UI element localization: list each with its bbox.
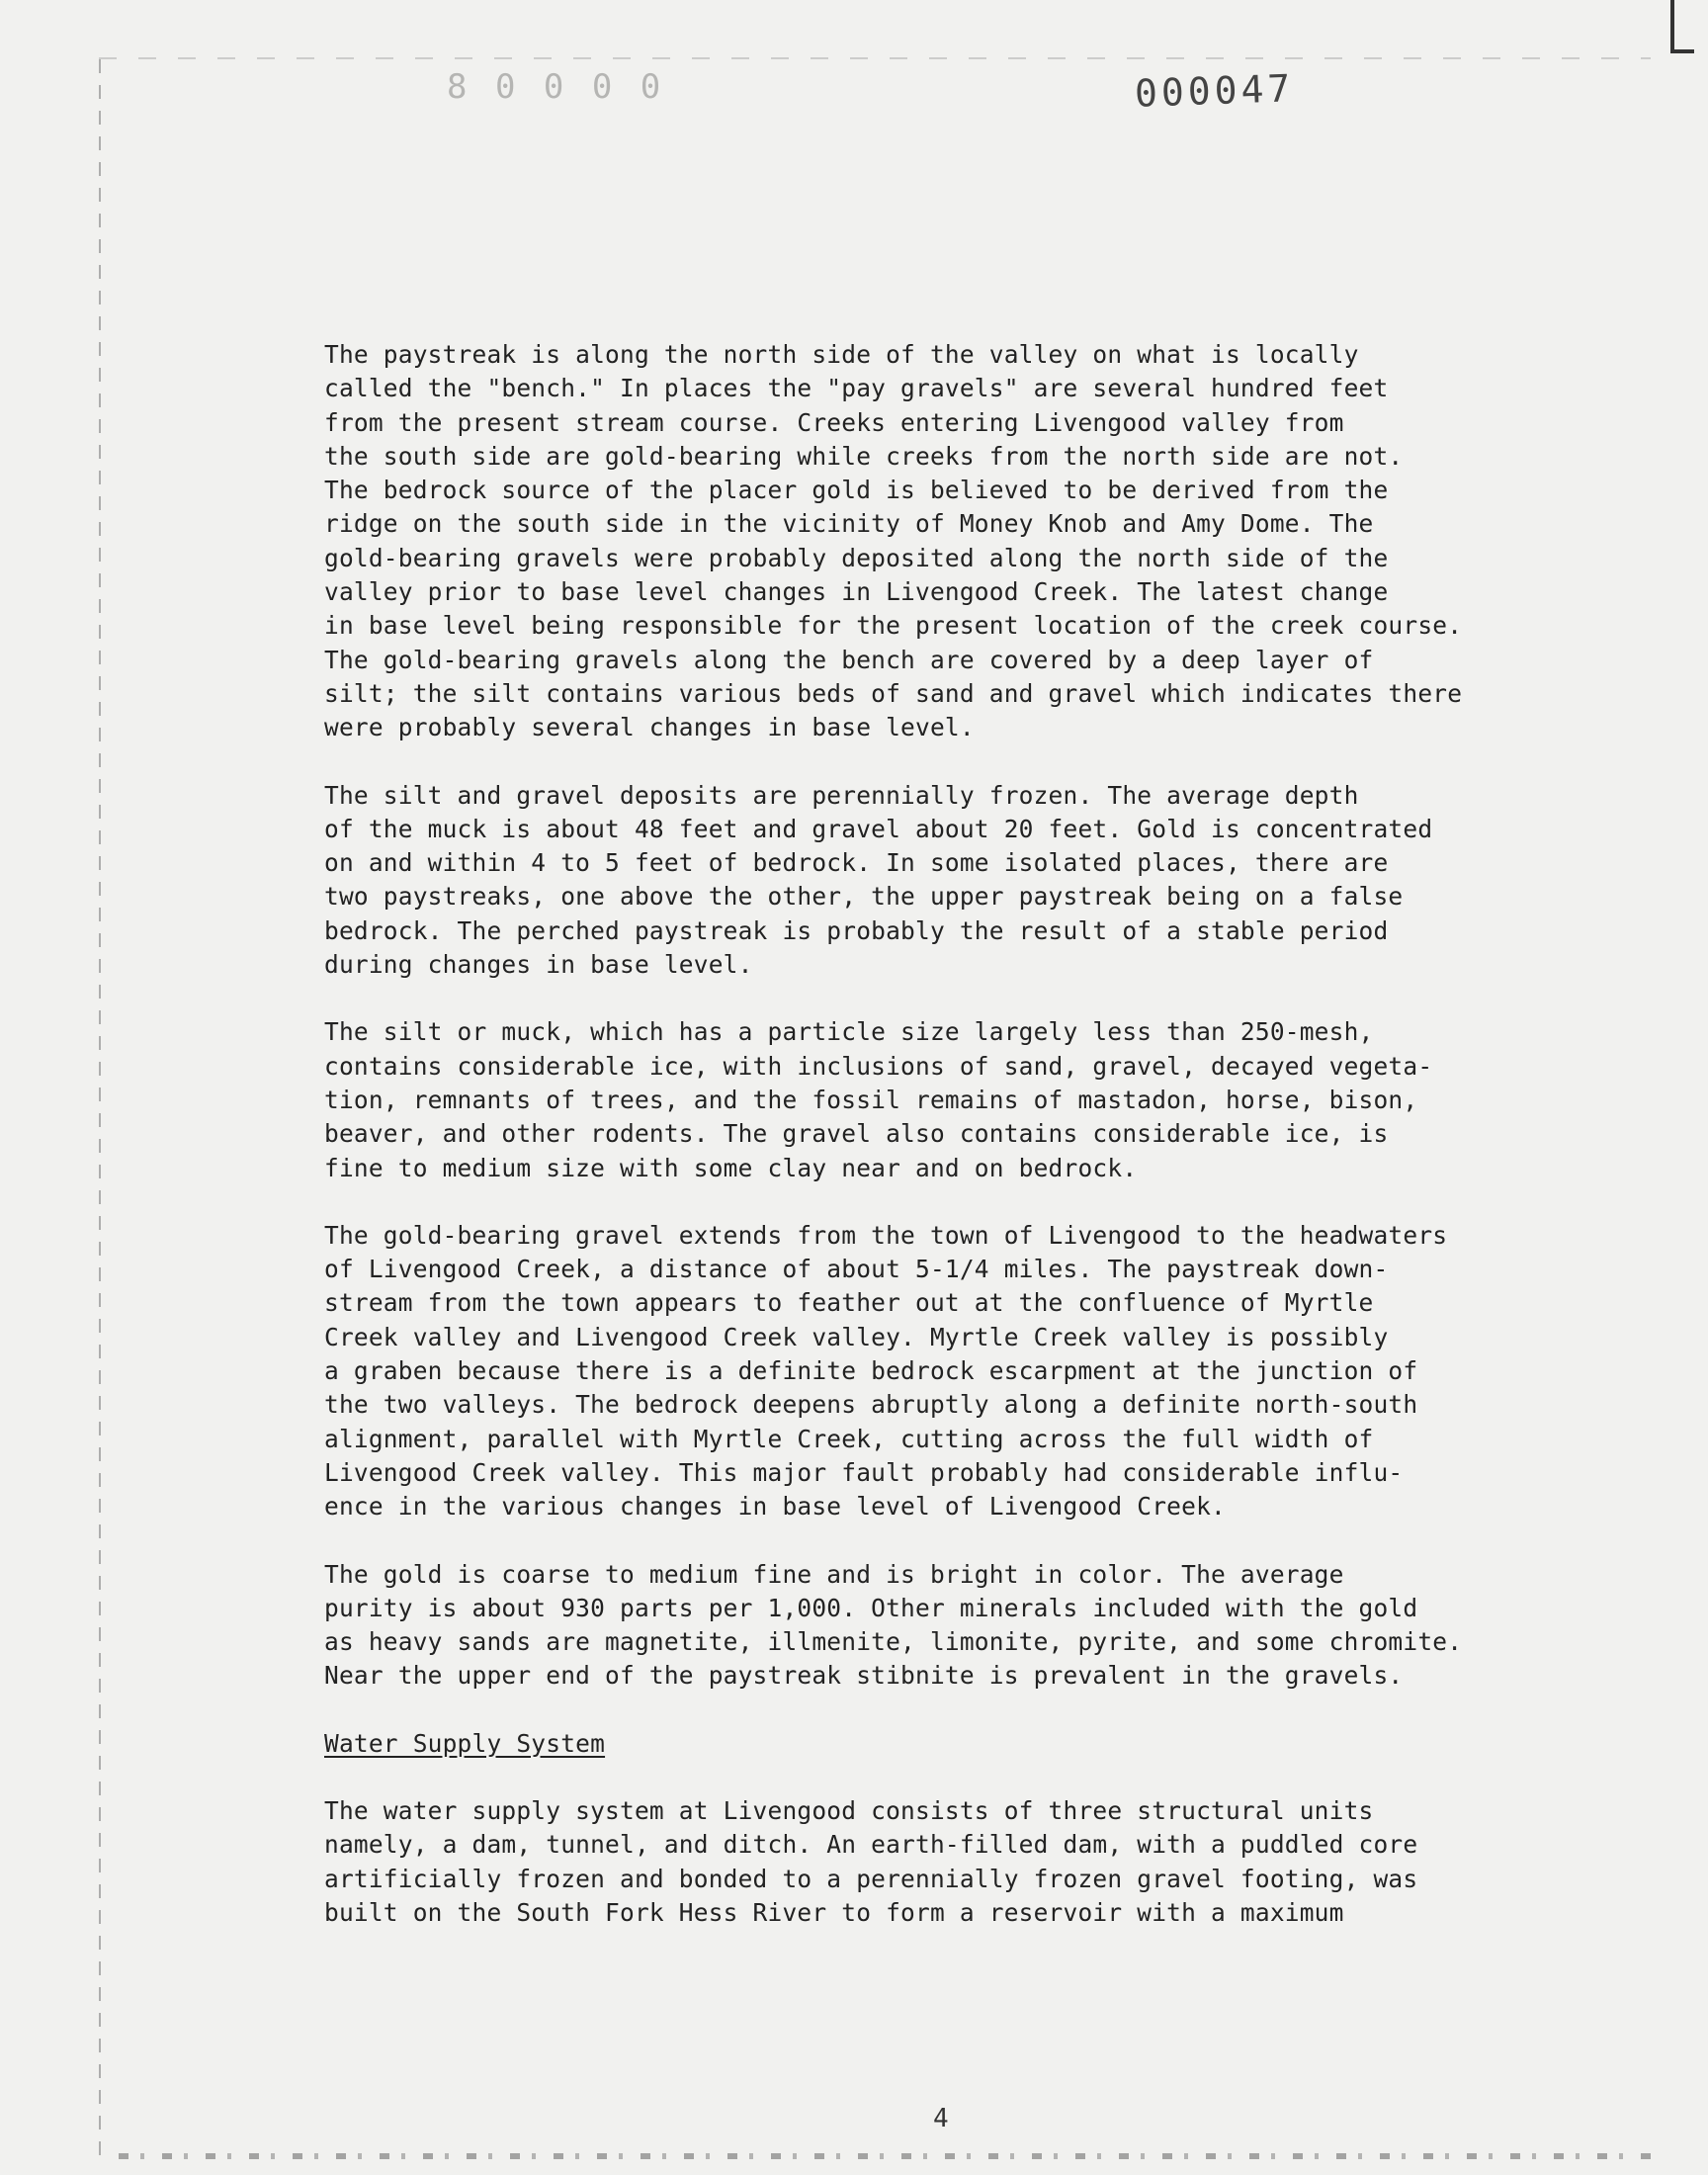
section-heading-water-supply: Water Supply System [324, 1728, 606, 1758]
paragraph-muck: The silt or muck, which has a particle size largely less than 250-mesh, contains considerable ice, with inclusions of sand, gravel, decayed vegeta- tion, remnants of trees, and the fossil remains of mastadon, horse, bison, beaver, and other rodents. The gravel also contains considerable ice, is fine to medium size with some clay near and on bedrock. [324, 1017, 1433, 1182]
paragraph-silt-gravel: The silt and gravel deposits are perennially frozen. The average depth of the muck is about 48 feet and gravel about 20 feet. Gold is concentrated on and within 4 to 5 feet of bedrock. In some isolated places, there are two paystreaks, one above the other, the upper paystreak being on a false bedrock. The perched paystreak is probably the result of a stable period during changes in base level. [324, 780, 1433, 980]
paragraph-water-supply: The water supply system at Livengood consists of three structural units namely, a dam, tunnel, and ditch. An earth-filled dam, with a puddled core artificially frozen and bonded to a perennially frozen gravel footing, was built on the South Fork Hess River to form a reservoir with a maximum [324, 1795, 1418, 1927]
scan-top-edge [99, 57, 1651, 59]
paragraph-paystreak: The paystreak is along the north side of the valley on what is locally called the "bench." In places the "pay gravels" are several hundred feet from the present stream course. Creeks entering Livengood valley from the south side are gold-bearing while creeks from the north side are not. The bedrock source of the placer gold is believed to be derived from the ridge on the south side in the vicinity of Money Knob and Amy Dome. The gold-bearing gravels were probably deposited along the north side of the valley prior to base level changes in Livengood Creek. The latest change in base level being responsible for the present location of the creek course. The gold-bearing gravels along the bench are covered by a deep layer of silt; the silt contains various beds of sand and gravel which indicates there were probably several changes in base level. [324, 340, 1463, 742]
body-text [324, 338, 1629, 1963]
page-number: 4 [933, 2104, 949, 2133]
scan-left-edge [99, 59, 101, 2155]
paragraph-gold-bearing-gravel: The gold-bearing gravel extends from the town of Livengood to the headwaters of Livengood Creek, a distance of about 5-1/4 miles. The paystreak down- stream from the town appears to feather out at the confluence of Myrtle Creek valley and Livengood Creek valley. Myrtle Creek valley is possibly a graben because there is a definite bedrock escarpment at the junction of the two valleys. The bedrock deepens abruptly along a definite north-south alignment, parallel with Myrtle Creek, cutting across the full width of Livengood Creek valley. This major fault probably had considerable influ- ence in the various changes in base level of Livengood Creek. [324, 1220, 1448, 1522]
document-number-stamp: 000047 [1134, 66, 1295, 116]
paragraph-gold-purity: The gold is coarse to medium fine and is bright in color. The average purity is about 930 parts per 1,000. Other minerals included with the gold as heavy sands are magnetite, illmenite, limonite, pyrite, and some chromite. Near the upper end of the paystreak stibnite is prevalent in the gravels. [324, 1559, 1463, 1691]
faded-stamp-number: 8 0 0 0 0 [447, 67, 665, 107]
corner-registration-mark [1670, 0, 1694, 53]
scan-bottom-edge [119, 2153, 1661, 2159]
